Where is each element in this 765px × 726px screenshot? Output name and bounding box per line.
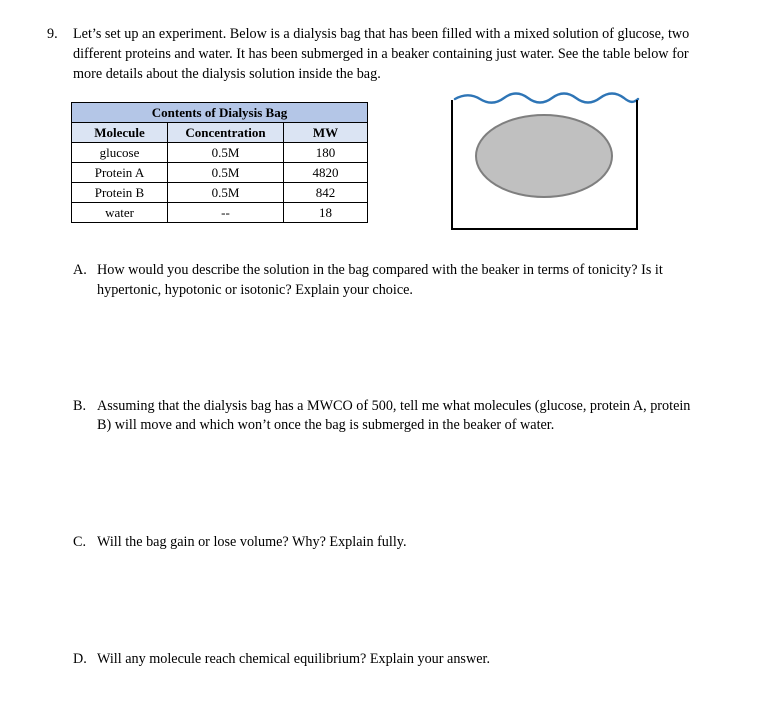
beaker-diagram bbox=[450, 86, 650, 236]
subquestion-d-letter: D. bbox=[73, 651, 87, 667]
subquestion-a-letter: A. bbox=[73, 262, 87, 278]
table-cell-molecule: Protein A bbox=[72, 163, 168, 183]
table-cell-concentration: -- bbox=[168, 203, 284, 223]
table-row bbox=[72, 143, 368, 163]
table-row bbox=[72, 203, 368, 223]
table-cell-molecule: glucose bbox=[72, 143, 168, 163]
table-cell-molecule: Protein B bbox=[72, 183, 168, 203]
subquestion-b-letter: B. bbox=[73, 398, 87, 414]
table-cell-molecule: water bbox=[72, 203, 168, 223]
table-cell-mw: 842 bbox=[284, 183, 368, 203]
table-row bbox=[72, 163, 368, 183]
table-cell-mw: 4820 bbox=[284, 163, 368, 183]
subquestion-c-line-1: Will the bag gain or lose volume? Why? Explain fully. bbox=[97, 534, 407, 550]
subquestion-a-line-2: hypertonic, hypotonic or isotonic? Explain your choice. bbox=[97, 282, 413, 298]
table-cell-concentration: 0.5M bbox=[168, 183, 284, 203]
table-caption: Contents of Dialysis Bag bbox=[72, 103, 368, 123]
table-cell-concentration: 0.5M bbox=[168, 143, 284, 163]
question-number: 9. bbox=[47, 26, 58, 42]
subquestion-b-line-1: Assuming that the dialysis bag has a MWCO of 500, tell me what molecules (glucose, protein A, protein bbox=[97, 398, 691, 414]
subquestion-c-letter: C. bbox=[73, 534, 87, 550]
table-row bbox=[72, 183, 368, 203]
water-surface-wave bbox=[455, 94, 638, 103]
subquestion-b-line-2: B) will move and which won’t once the bag is submerged in the beaker of water. bbox=[97, 417, 555, 433]
subquestion-d-line-1: Will any molecule reach chemical equilibrium? Explain your answer. bbox=[97, 651, 490, 667]
table-cell-mw: 18 bbox=[284, 203, 368, 223]
table-header-mw: MW bbox=[284, 123, 368, 143]
question-text-line-3: more details about the dialysis solution inside the bag. bbox=[73, 66, 381, 82]
table-cell-mw: 180 bbox=[284, 143, 368, 163]
table-cell-concentration: 0.5M bbox=[168, 163, 284, 183]
question-text-line-1: Let’s set up an experiment. Below is a dialysis bag that has been filled with a mixed solution of glucose, two bbox=[73, 26, 690, 42]
table-header-concentration: Concentration bbox=[168, 123, 284, 143]
question-text-line-2: different proteins and water. It has been submerged in a beaker containing just water. See the table below for bbox=[73, 46, 689, 62]
dialysis-bag bbox=[476, 115, 612, 197]
subquestion-a-line-1: How would you describe the solution in the bag compared with the beaker in terms of tonicity? Is it bbox=[97, 262, 663, 278]
dialysis-contents-table bbox=[71, 102, 368, 223]
table-header-molecule: Molecule bbox=[72, 123, 168, 143]
